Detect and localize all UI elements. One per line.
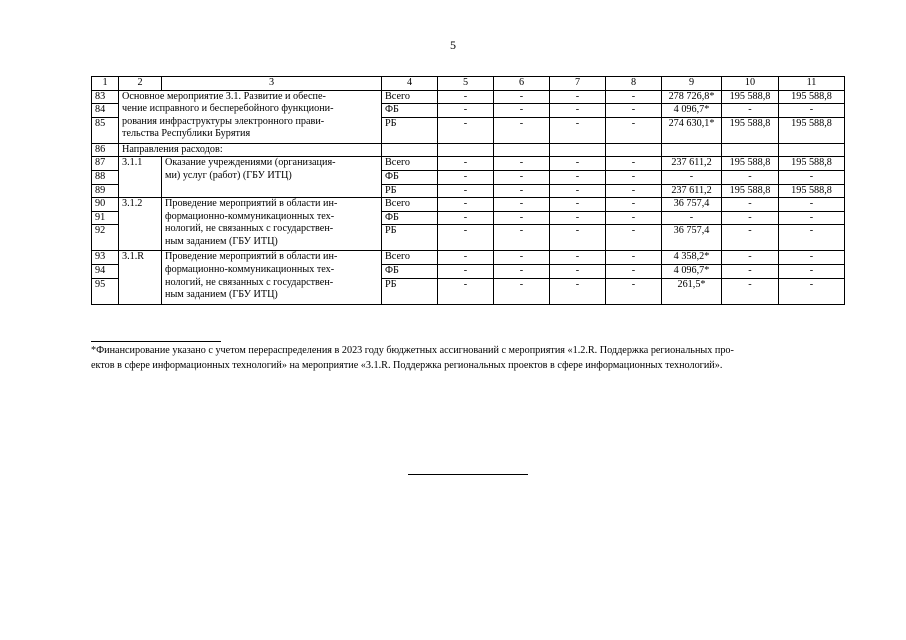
cell-value: -: [606, 264, 662, 278]
cell-value: 195 588,8: [722, 90, 779, 104]
row-number: 87: [92, 157, 119, 171]
cell-value: -: [494, 90, 550, 104]
cell-value: 4 096,7*: [662, 264, 722, 278]
col-header: 5: [438, 77, 494, 91]
measure-code: 3.1.2: [119, 198, 162, 251]
cell-value: 195 588,8: [779, 117, 845, 143]
cell-value: -: [779, 278, 845, 304]
cell-value: -: [606, 90, 662, 104]
col-header: 2: [119, 77, 162, 91]
funding-source: РБ: [382, 278, 438, 304]
row-number: 88: [92, 170, 119, 184]
funding-source: ФБ: [382, 170, 438, 184]
funding-source: РБ: [382, 117, 438, 143]
cell-value: -: [438, 264, 494, 278]
cell-value: -: [438, 184, 494, 198]
cell-value: -: [779, 225, 845, 251]
empty-cell: [494, 143, 550, 157]
cell-value: -: [438, 251, 494, 265]
col-header: 11: [779, 77, 845, 91]
cell-value: -: [606, 225, 662, 251]
measure-name: Проведение мероприятий в области ин- формационно-коммуникационных тех- нологий, не связанных с государствен- ным заданием (ГБУ ИТЦ): [162, 198, 382, 251]
cell-value: -: [606, 251, 662, 265]
cell-value: -: [438, 90, 494, 104]
row-number: 83: [92, 90, 119, 104]
cell-value: -: [494, 104, 550, 118]
row-number: 89: [92, 184, 119, 198]
cell-value: -: [550, 170, 606, 184]
cell-value: 278 726,8*: [662, 90, 722, 104]
measure-name: Проведение мероприятий в области ин- формационно-коммуникационных тех- нологий, не связанных с государствен- ным заданием (ГБУ ИТЦ): [162, 251, 382, 304]
footnote-divider: [91, 341, 221, 342]
cell-value: -: [606, 157, 662, 171]
row-number: 93: [92, 251, 119, 265]
cell-value: -: [550, 211, 606, 225]
cell-value: 261,5*: [662, 278, 722, 304]
page-number: 5: [450, 38, 456, 52]
row-number: 86: [92, 143, 119, 157]
empty-cell: [438, 143, 494, 157]
cell-value: 36 757,4: [662, 198, 722, 212]
cell-value: -: [438, 225, 494, 251]
cell-value: -: [722, 264, 779, 278]
empty-cell: [722, 143, 779, 157]
row-number: 85: [92, 117, 119, 143]
col-header: 1: [92, 77, 119, 91]
cell-value: -: [662, 170, 722, 184]
cell-value: -: [550, 278, 606, 304]
cell-value: 4 358,2*: [662, 251, 722, 265]
table-row: [92, 157, 845, 171]
col-header: 8: [606, 77, 662, 91]
cell-value: -: [779, 104, 845, 118]
cell-value: -: [606, 211, 662, 225]
cell-value: -: [438, 170, 494, 184]
cell-value: -: [438, 117, 494, 143]
measure-code: 3.1.1: [119, 157, 162, 198]
row-number: 84: [92, 104, 119, 118]
cell-value: 195 588,8: [779, 90, 845, 104]
cell-value: -: [662, 211, 722, 225]
empty-cell: [550, 143, 606, 157]
cell-value: -: [722, 104, 779, 118]
cell-value: -: [722, 225, 779, 251]
cell-value: 274 630,1*: [662, 117, 722, 143]
cell-value: 195 588,8: [722, 184, 779, 198]
cell-value: -: [722, 170, 779, 184]
cell-value: -: [779, 170, 845, 184]
cell-value: 195 588,8: [779, 157, 845, 171]
cell-value: -: [722, 211, 779, 225]
funding-source: Всего: [382, 157, 438, 171]
cell-value: -: [722, 278, 779, 304]
cell-value: 195 588,8: [779, 184, 845, 198]
cell-value: -: [606, 198, 662, 212]
cell-value: -: [550, 117, 606, 143]
header-row: [92, 77, 845, 91]
measure-code: 3.1.R: [119, 251, 162, 304]
cell-value: -: [779, 198, 845, 212]
cell-value: -: [494, 157, 550, 171]
cell-value: -: [494, 251, 550, 265]
cell-value: -: [494, 211, 550, 225]
empty-cell: [779, 143, 845, 157]
row-number: 92: [92, 225, 119, 251]
cell-value: -: [722, 251, 779, 265]
cell-value: -: [494, 264, 550, 278]
empty-cell: [382, 143, 438, 157]
cell-value: -: [779, 251, 845, 265]
cell-value: 237 611,2: [662, 184, 722, 198]
col-header: 10: [722, 77, 779, 91]
funding-source: ФБ: [382, 264, 438, 278]
funding-source: РБ: [382, 184, 438, 198]
cell-value: 36 757,4: [662, 225, 722, 251]
cell-value: -: [438, 211, 494, 225]
footnote-line: ектов в сфере информационных технологий» на мероприятие «3.1.R. Поддержка региональных проектов в сфере информационных технологий».: [91, 360, 723, 371]
cell-value: -: [606, 117, 662, 143]
cell-value: -: [550, 251, 606, 265]
row-number: 91: [92, 211, 119, 225]
funding-source: Всего: [382, 198, 438, 212]
empty-cell: [662, 143, 722, 157]
table-row: [92, 251, 845, 265]
cell-value: -: [606, 170, 662, 184]
cell-value: -: [606, 278, 662, 304]
footnote: [91, 343, 851, 373]
cell-value: -: [494, 117, 550, 143]
end-divider: [408, 474, 528, 475]
cell-value: -: [494, 184, 550, 198]
cell-value: -: [438, 104, 494, 118]
funding-source: ФБ: [382, 211, 438, 225]
funding-source: ФБ: [382, 104, 438, 118]
col-header: 9: [662, 77, 722, 91]
cell-value: 237 611,2: [662, 157, 722, 171]
cell-value: -: [438, 198, 494, 212]
measure-name: Основное мероприятие 3.1. Развитие и обеспе- чение исправного и бесперебойного функциони- рования инфраструктуры электронного прави- тельства Республики Бурятия: [119, 90, 382, 143]
col-header: 7: [550, 77, 606, 91]
funding-source: Всего: [382, 251, 438, 265]
row-number: 90: [92, 198, 119, 212]
cell-value: -: [550, 104, 606, 118]
cell-value: -: [722, 198, 779, 212]
cell-value: -: [494, 198, 550, 212]
cell-value: -: [550, 198, 606, 212]
table-row: [92, 90, 845, 104]
cell-value: -: [606, 104, 662, 118]
cell-value: -: [438, 278, 494, 304]
cell-value: -: [550, 157, 606, 171]
budget-table: [91, 76, 845, 305]
empty-cell: [606, 143, 662, 157]
table-row: [92, 198, 845, 212]
cell-value: -: [606, 184, 662, 198]
cell-value: -: [550, 264, 606, 278]
row-number: 94: [92, 264, 119, 278]
row-number: 95: [92, 278, 119, 304]
cell-value: -: [779, 211, 845, 225]
table-row: [92, 143, 845, 157]
col-header: 6: [494, 77, 550, 91]
funding-source: РБ: [382, 225, 438, 251]
cell-value: -: [494, 278, 550, 304]
cell-value: 4 096,7*: [662, 104, 722, 118]
cell-value: -: [550, 90, 606, 104]
section-heading: Направления расходов:: [119, 143, 382, 157]
funding-source: Всего: [382, 90, 438, 104]
cell-value: -: [494, 170, 550, 184]
measure-name: Оказание учреждениями (организация- ми) услуг (работ) (ГБУ ИТЦ): [162, 157, 382, 198]
cell-value: -: [550, 184, 606, 198]
col-header: 3: [162, 77, 382, 91]
cell-value: -: [550, 225, 606, 251]
cell-value: -: [494, 225, 550, 251]
cell-value: -: [438, 157, 494, 171]
cell-value: -: [779, 264, 845, 278]
cell-value: 195 588,8: [722, 117, 779, 143]
col-header: 4: [382, 77, 438, 91]
cell-value: 195 588,8: [722, 157, 779, 171]
footnote-line: *Финансирование указано с учетом перераспределения в 2023 году бюджетных ассигнований с мероприятия «1.2.R. Поддержка региональных про-: [91, 345, 734, 356]
